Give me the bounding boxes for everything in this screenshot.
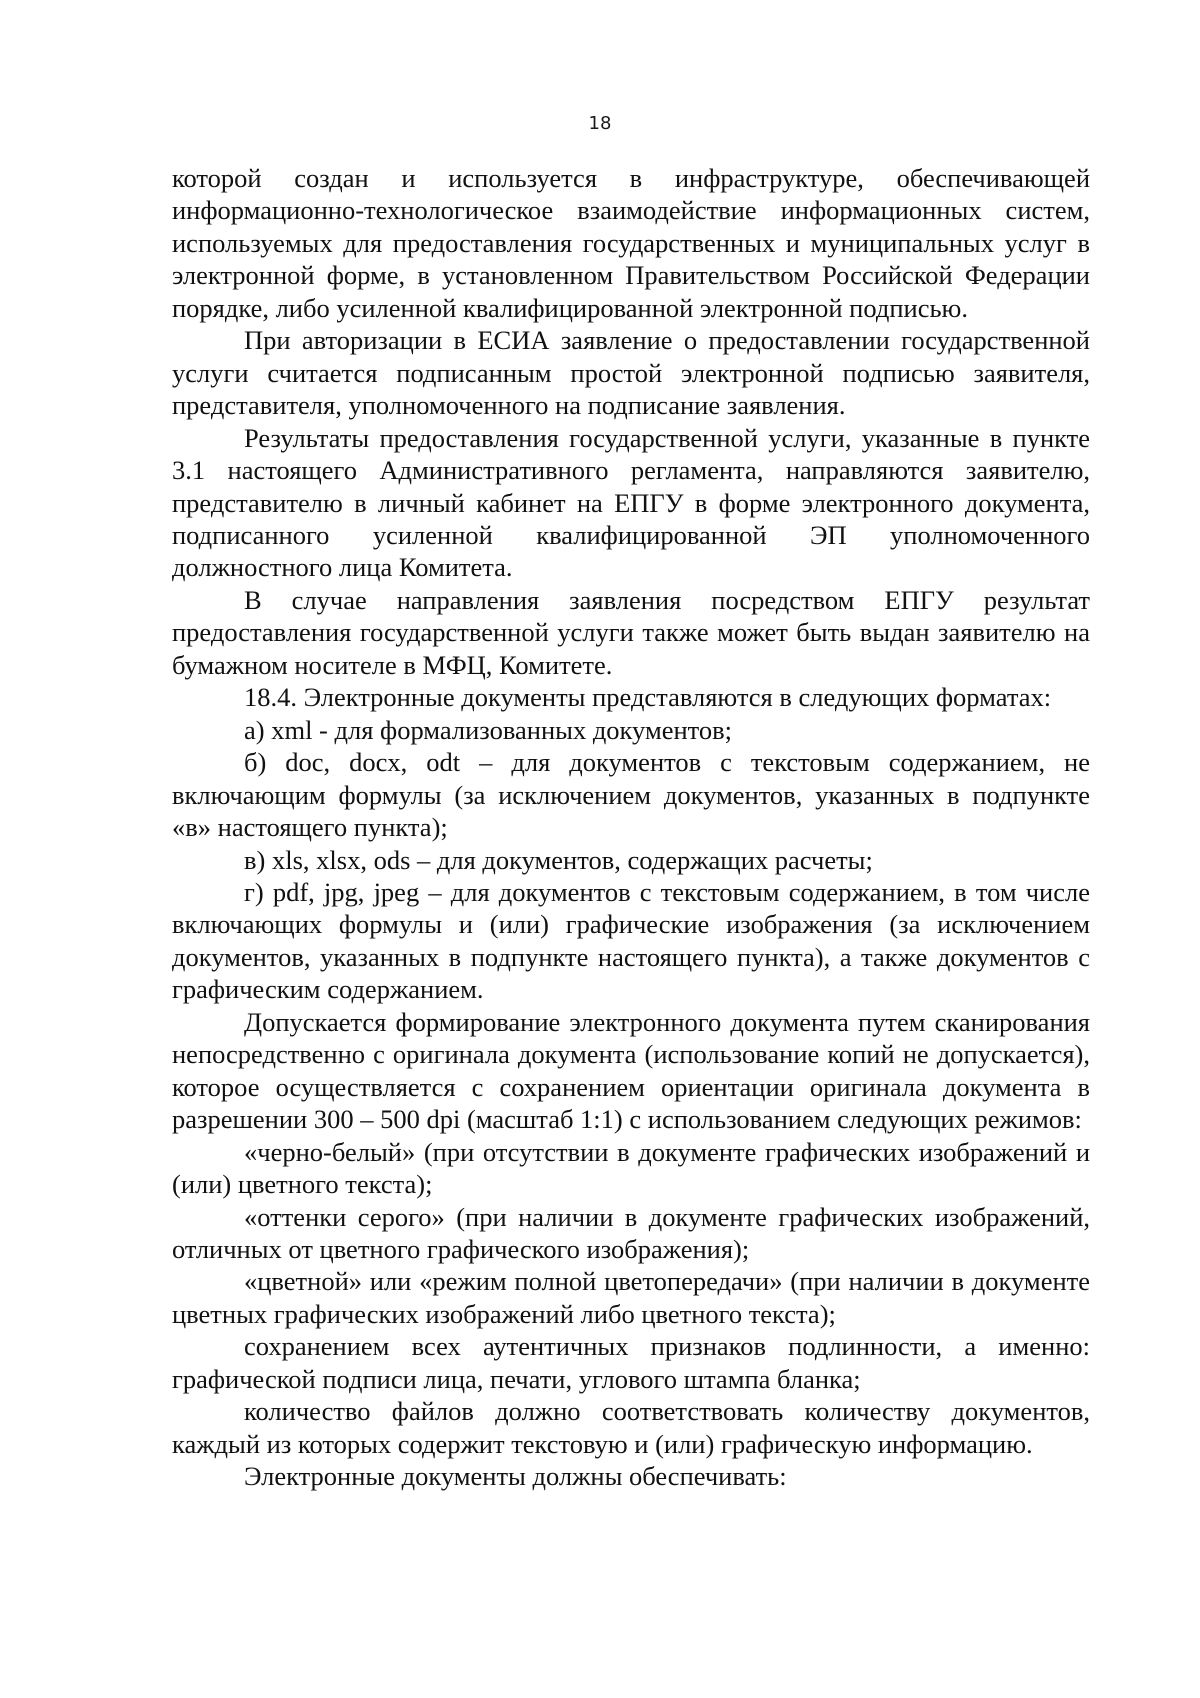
paragraph: г) pdf, jpg, jpeg – для документов с текстовым содержанием, в том числе включающих формулы и (или) графические изображения (за исключением документов, указанных в подпункте настоящего пункта), а также документов с графическим содержанием. — [172, 876, 1090, 1005]
document-body — [172, 162, 1090, 1493]
paragraph: «цветной» или «режим полной цветопередачи» (при наличии в документе цветных графических изображений либо цветного текста); — [172, 1266, 1090, 1329]
paragraph: При авторизации в ЕСИА заявление о предоставлении государственной услуги считается подписанным простой электронной подписью заявителя, представителя, уполномоченного на подписание заявления. — [172, 325, 1090, 421]
paragraph: В случае направления заявления посредством ЕПГУ результат предоставления государственной услуги также может быть выдан заявителю на бумажном носителе в МФЦ, Комитете. — [172, 584, 1090, 680]
paragraph: б) doc, docx, odt – для документов с текстовым содержанием, не включающим формулы (за исключением документов, указанных в подпункте «в» настоящего пункта); — [172, 747, 1090, 843]
paragraph: «черно-белый» (при отсутствии в документе графических изображений и (или) цветного текста); — [172, 1136, 1090, 1200]
paragraph: которой создан и используется в инфраструктуре, обеспечивающей информационно-технологическое взаимодействие информационных систем, используемых для предоставления государственных и муниципальных услуг в электронной форме, в установленном Правительством Российской Федерации порядке, либо усиленной квалифицированной электронной подписью. — [172, 163, 1090, 323]
paragraph: Допускается формирование электронного документа путем сканирования непосредственно с оригинала документа (использование копий не допускается), которое осуществляется с сохранением ориентации оригинала документа в разрешении 300 – 500 dpi (масштаб 1:1) с использованием следующих режимов: — [172, 1006, 1090, 1135]
paragraph: «оттенки серого» (при наличии в документе графических изображений, отличных от цветного графического изображения); — [172, 1201, 1090, 1264]
paragraph: в) xls, xlsx, ods – для документов, содержащих расчеты; — [244, 844, 873, 875]
paragraph: Электронные документы должны обеспечивать: — [244, 1461, 787, 1492]
paragraph: количество файлов должно соответствовать количеству документов, каждый из которых содержит текстовую и (или) графическую информацию. — [172, 1396, 1090, 1459]
paragraph: Результаты предоставления государственной услуги, указанные в пункте 3.1 настоящего Административного регламента, направляются заявителю, представителю в личный кабинет на ЕПГУ в форме электронного документа, подписанного усиленной квалифицированной ЭП уполномоченного должностного лица Комитета. — [172, 422, 1090, 583]
paragraph: а) xml - для формализованных документов; — [244, 714, 733, 745]
page-number: 18 — [588, 113, 612, 134]
paragraph: 18.4. Электронные документы представляются в следующих форматах: — [244, 682, 1052, 713]
paragraph: сохранением всех аутентичных признаков подлинности, а именно: графической подписи лица, печати, углового штампа бланка; — [172, 1331, 1090, 1394]
